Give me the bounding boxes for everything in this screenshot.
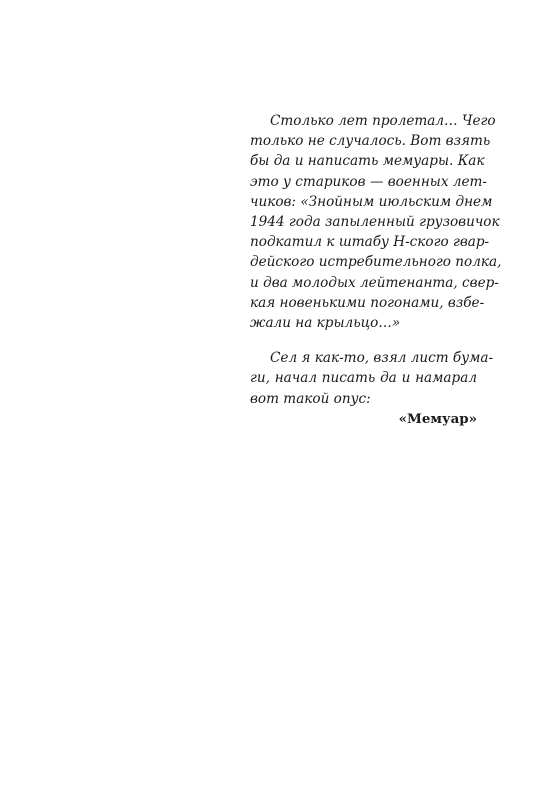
text-line: бы да и написать мемуары. Как xyxy=(250,153,485,170)
text-line: Сел я как-то, взял лист бума- xyxy=(270,350,494,367)
text-line: и два молодых лейтенанта, свер- xyxy=(250,274,499,291)
text-line: чиков: «Знойным июльским днем xyxy=(250,193,493,210)
text-line: это у стариков — военных лет- xyxy=(250,173,488,190)
text-line: Столько лет пролетал… Чего xyxy=(270,113,496,129)
text-line: кая новенькими погонами, взбе- xyxy=(250,294,485,311)
text-line: ги, начал писать да и намарал xyxy=(250,370,477,387)
text-line: подкатил к штабу Н-ского гвар- xyxy=(250,234,490,251)
text-line: дейского истребительного полка, xyxy=(250,254,502,271)
text-line: только не случалось. Вот взять xyxy=(250,133,491,150)
paragraph-gap xyxy=(250,333,477,348)
epigraph-block xyxy=(250,111,502,429)
epigraph-paragraph-2 xyxy=(250,348,494,409)
text-line: вот такой опус: xyxy=(250,390,371,407)
poem-title: «Мемуар» xyxy=(398,410,477,427)
text-line: жали на крыльцо…» xyxy=(250,315,401,332)
epigraph-paragraph-1 xyxy=(250,111,502,333)
text-line: 1944 года запыленный грузовичок xyxy=(250,214,500,231)
